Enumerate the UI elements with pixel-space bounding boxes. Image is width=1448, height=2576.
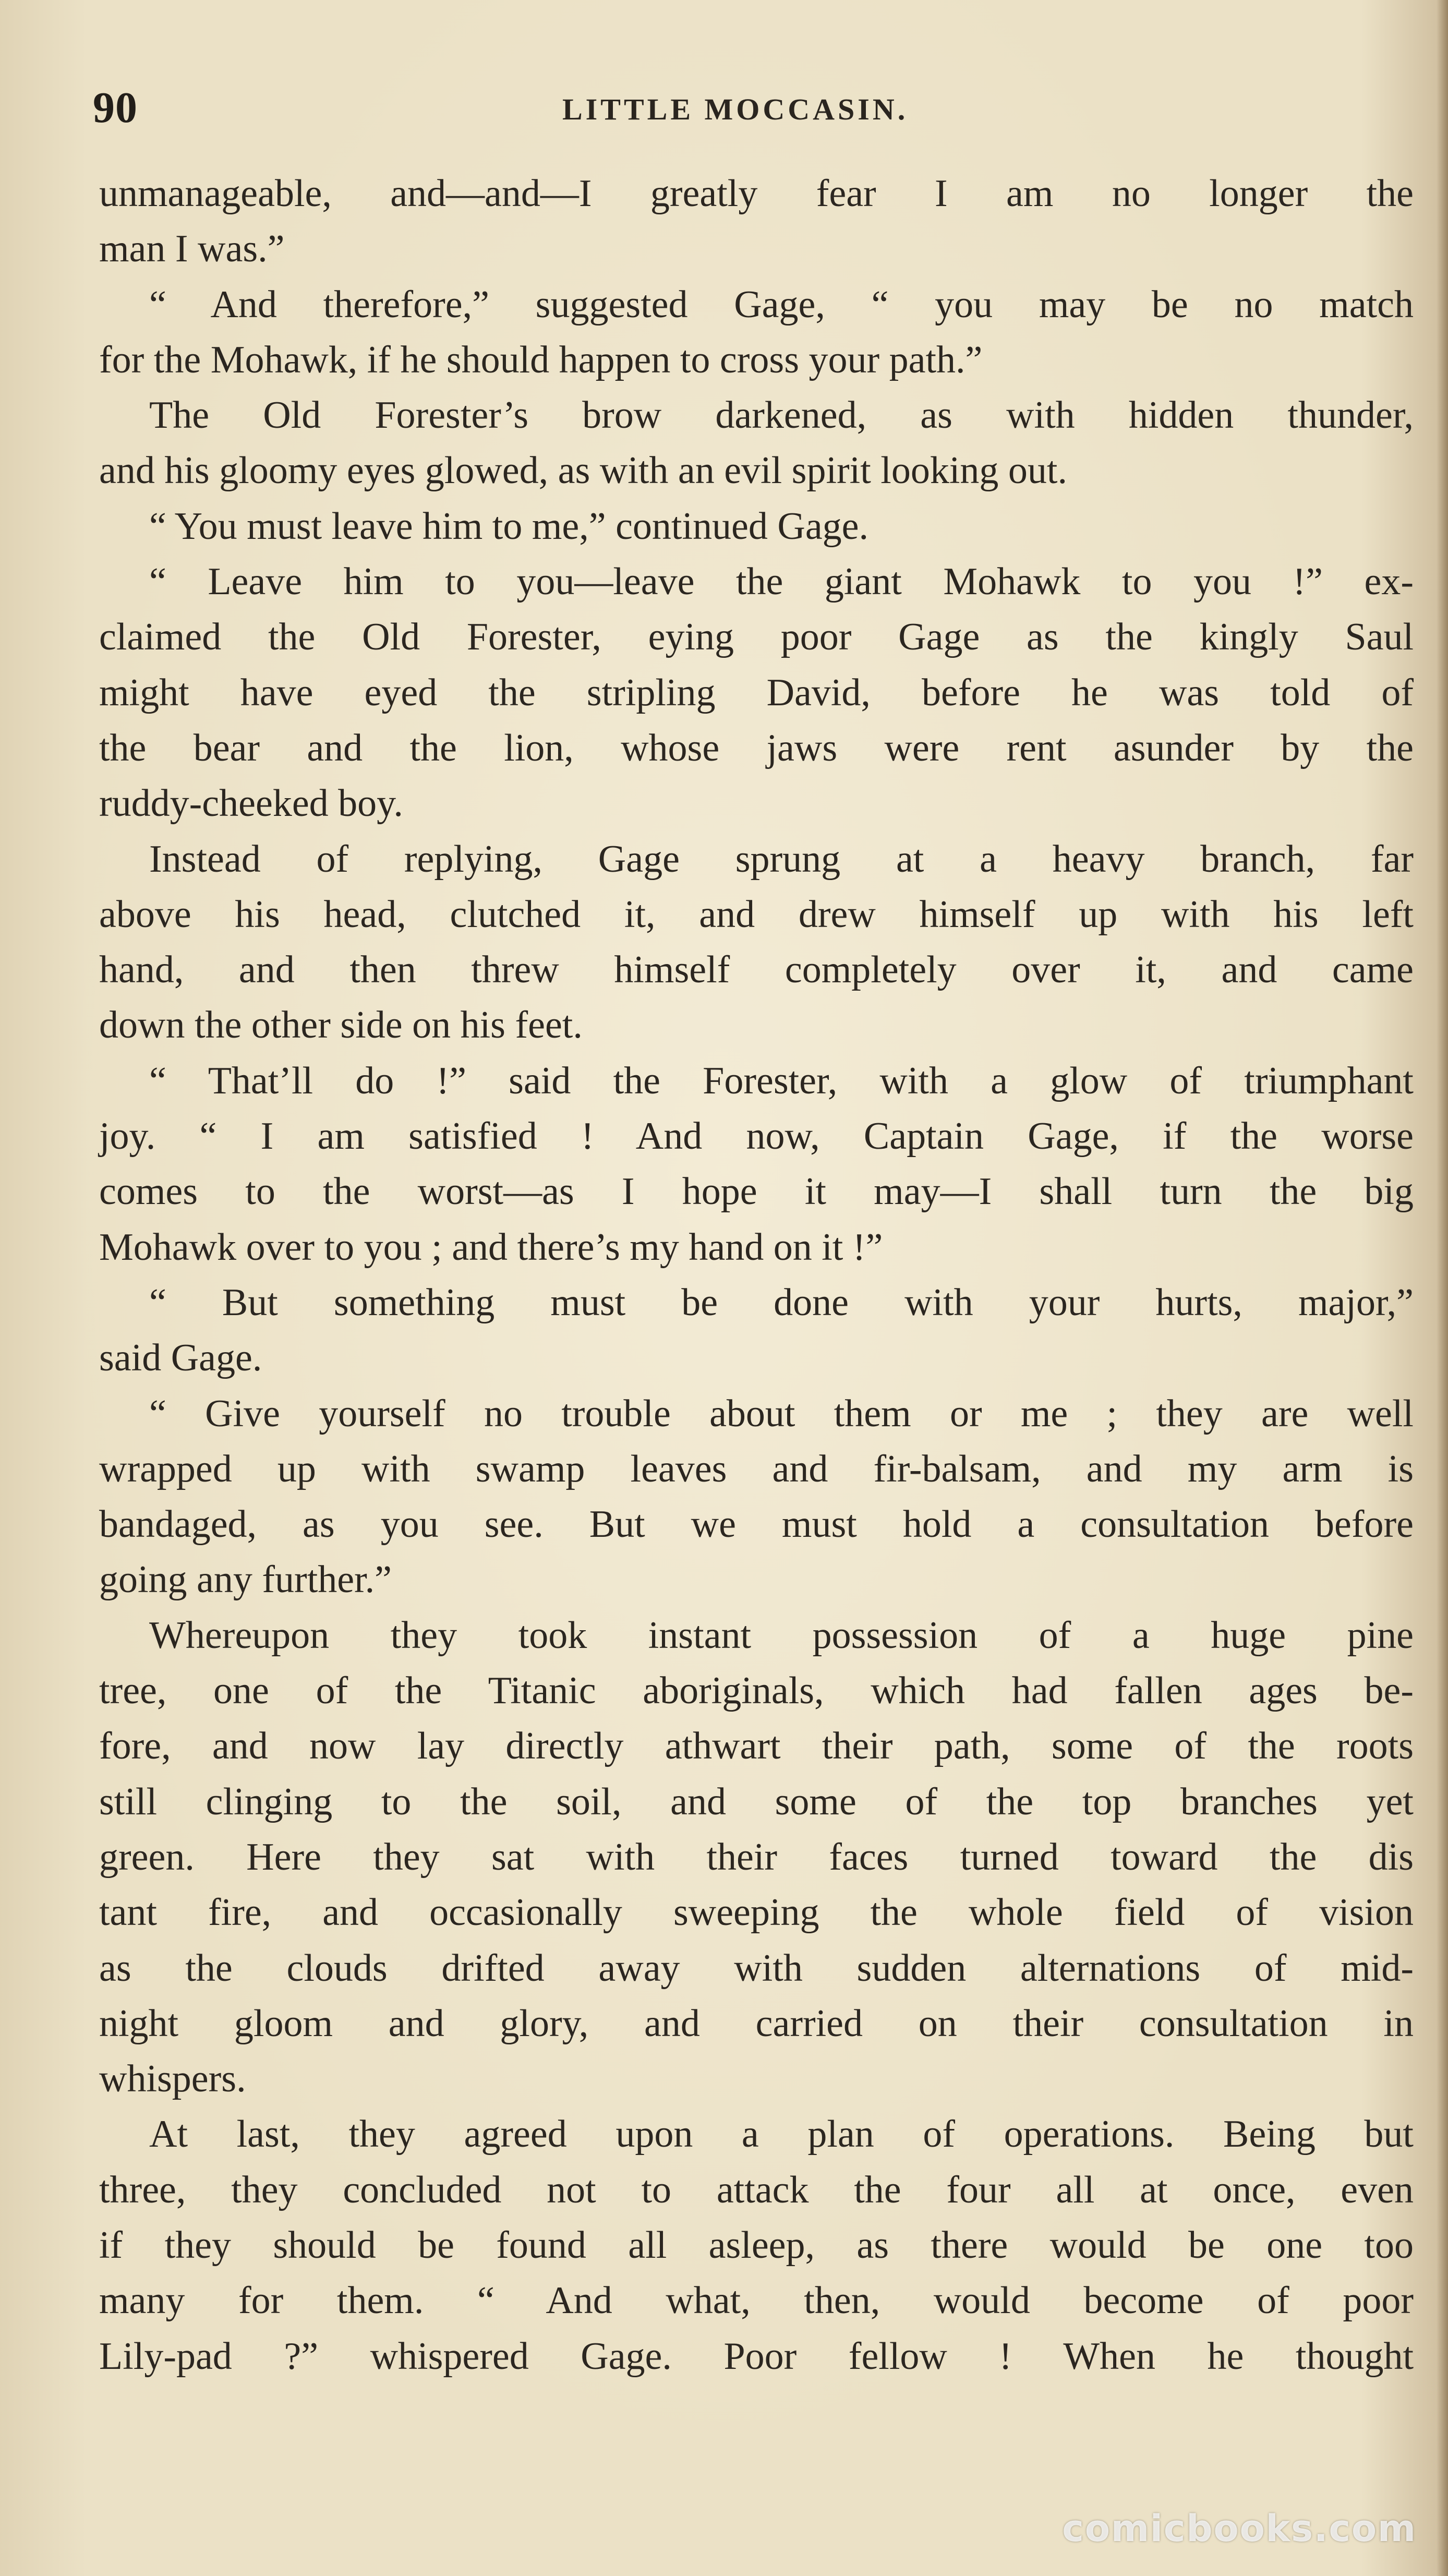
text-line: Instead of replying, Gage sprung at a heavy branch, far (149, 837, 1414, 881)
text-line: green. Here they sat with their faces turned toward the dis (99, 1835, 1414, 1879)
text-line: ruddy-cheeked boy. (99, 782, 403, 825)
text-line: the bear and the lion, whose jaws were rent asunder by the (99, 726, 1414, 769)
page-edge-shadow (1437, 0, 1448, 2576)
text-line: joy. “ I am satisfied ! And now, Captain Gage, if the worse (99, 1115, 1414, 1158)
text-line: “ You must leave him to me,” continued Gage. (149, 504, 869, 548)
text-line: The Old Forester’s brow darkened, as with hidden thunder, (149, 394, 1414, 437)
text-line: “ Leave him to you—leave the giant Mohawk to you !” ex- (149, 560, 1414, 604)
text-line: Whereupon they took instant possession of a huge pine (149, 1614, 1414, 1657)
text-line: whispers. (99, 2057, 246, 2101)
text-line: fore, and now lay directly athwart their path, some of the roots (99, 1725, 1414, 1768)
text-line: down the other side on his feet. (99, 1004, 583, 1047)
text-line: as the clouds drifted away with sudden alternations of mid- (99, 1946, 1414, 1990)
text-line: Mohawk over to you ; and there’s my hand on it !” (99, 1225, 883, 1269)
running-title: LITTLE MOCCASIN. (562, 92, 909, 126)
page-header (93, 73, 1413, 141)
text-line: comes to the worst—as I hope it may—I shall turn the big (99, 1170, 1414, 1213)
text-line: At last, they agreed upon a plan of operations. Being but (149, 2113, 1414, 2156)
text-line: “ That’ll do !” said the Forester, with a glow of triumphant (149, 1059, 1414, 1102)
text-line: above his head, clutched it, and drew himself up with his left (99, 893, 1414, 936)
body-text (99, 166, 1414, 2384)
text-line: bandaged, as you see. But we must hold a consultation before (99, 1503, 1414, 1546)
text-line: many for them. “ And what, then, would become of poor (99, 2279, 1414, 2322)
text-line: might have eyed the stripling David, before he was told of (99, 671, 1414, 714)
site-watermark: comicbooks.com (1062, 2507, 1417, 2550)
text-line: wrapped up with swamp leaves and fir-balsam, and my arm is (99, 1447, 1414, 1490)
text-line: claimed the Old Forester, eying poor Gage as the kingly Saul (99, 616, 1414, 659)
text-line: if they should be found all asleep, as there would be one too (99, 2223, 1414, 2267)
text-line: three, they concluded not to attack the four all at once, even (99, 2168, 1414, 2211)
text-line: going any further.” (99, 1558, 392, 1602)
text-line: said Gage. (99, 1337, 262, 1380)
text-line: “ And therefore,” suggested Gage, “ you may be no match (149, 283, 1414, 326)
text-line: Lily-pad ?” whispered Gage. Poor fellow ! When he thought (99, 2334, 1414, 2378)
text-line: tant fire, and occasionally sweeping the whole field of vision (99, 1891, 1414, 1934)
text-line: night gloom and glory, and carried on their consultation in (99, 2002, 1414, 2045)
text-line: unmanageable, and—and—I greatly fear I am no longer the (99, 172, 1414, 215)
text-line: for the Mohawk, if he should happen to cross your path.” (99, 338, 983, 381)
text-line: hand, and then threw himself completely over it, and came (99, 948, 1414, 992)
text-line: and his gloomy eyes glowed, as with an evil spirit looking out. (99, 449, 1067, 492)
text-line: “ But something must be done with your hurts, major,” (149, 1281, 1414, 1324)
page-number: 90 (93, 83, 138, 132)
text-line: still clinging to the soil, and some of the top branches yet (99, 1780, 1414, 1823)
text-line: tree, one of the Titanic aboriginals, which had fallen ages be- (99, 1669, 1414, 1713)
text-line: “ Give yourself no trouble about them or me ; they are well (149, 1392, 1414, 1435)
text-line: man I was.” (99, 227, 285, 271)
